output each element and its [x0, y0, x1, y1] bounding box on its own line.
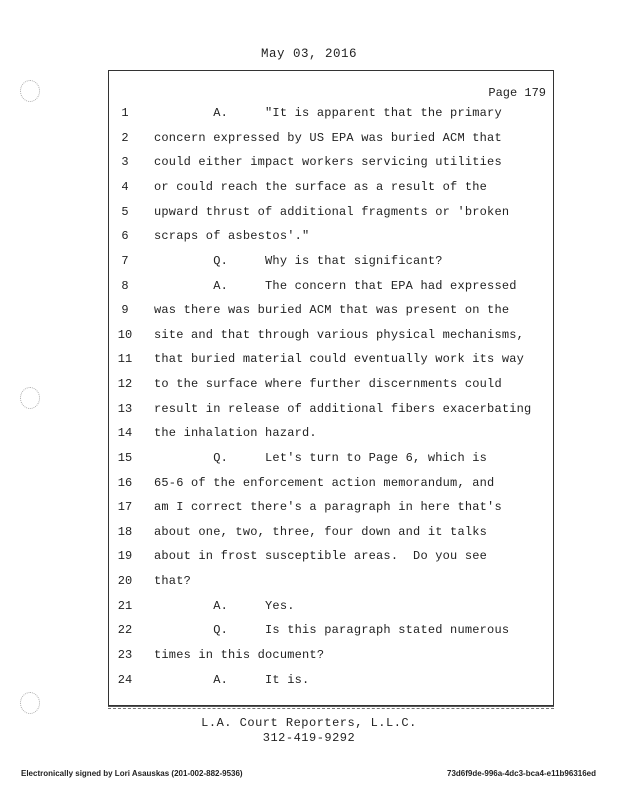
transcript-line: site and that through various physical mechanisms,: [154, 328, 525, 342]
transcript-line: scraps of asbestos'.": [154, 229, 310, 243]
line-number: 4: [121, 180, 129, 194]
line-number: 24: [117, 673, 133, 687]
transcript-line: result in release of additional fibers exacerbating: [154, 402, 532, 416]
line-number: 15: [117, 451, 133, 465]
transcript-line: could either impact workers servicing utilities: [154, 155, 502, 169]
transcript-line: A. "It is apparent that the primary: [154, 106, 502, 120]
transcript-line: A. It is.: [154, 673, 310, 687]
transcript-line: about in frost susceptible areas. Do you see: [154, 549, 488, 563]
line-number: 16: [117, 476, 133, 490]
transcript-line: upward thrust of additional fragments or 'broken: [154, 205, 510, 219]
line-number: 21: [117, 599, 133, 613]
line-number: 18: [117, 525, 133, 539]
line-number: 17: [117, 500, 133, 514]
line-number: 14: [117, 426, 133, 440]
transcript-line: times in this document?: [154, 648, 325, 662]
line-number: 5: [121, 205, 129, 219]
transcript-line: A. Yes.: [154, 599, 295, 613]
transcript-line: Q. Is this paragraph stated numerous: [154, 623, 510, 637]
line-number: 12: [117, 377, 133, 391]
transcript-line: concern expressed by US EPA was buried ACM that: [154, 131, 502, 145]
page-bottom-rule: [108, 706, 554, 709]
line-number: 1: [121, 106, 129, 120]
punch-hole-top: [20, 80, 40, 102]
deposition-date: May 03, 2016: [260, 47, 357, 61]
transcript-line: to the surface where further discernments could: [154, 377, 502, 391]
line-number: 3: [121, 155, 129, 169]
transcript-line: 65-6 of the enforcement action memorandum, and: [154, 476, 495, 490]
transcript-line: or could reach the surface as a result of the: [154, 180, 488, 194]
line-number: 7: [121, 254, 129, 268]
line-number: 6: [121, 229, 129, 243]
document-id: 73d6f9de-996a-4dc3-bca4-e11b96316ed: [447, 769, 596, 778]
line-number: 11: [117, 352, 133, 366]
transcript-line: am I correct there's a paragraph in here that's: [154, 500, 502, 514]
transcript-line: that buried material could eventually work its way: [154, 352, 525, 366]
line-number: 9: [121, 303, 129, 317]
court-reporter-name: L.A. Court Reporters, L.L.C.: [201, 716, 417, 730]
transcript-line: was there was buried ACM that was present on the: [154, 303, 510, 317]
transcript-line: Q. Why is that significant?: [154, 254, 443, 268]
transcript-line: that?: [154, 574, 192, 588]
transcript-line: Q. Let's turn to Page 6, which is: [154, 451, 488, 465]
transcript-line: the inhalation hazard.: [154, 426, 317, 440]
line-number: 13: [117, 402, 133, 416]
line-number: 23: [117, 648, 133, 662]
punch-hole-bottom: [20, 692, 40, 714]
line-number: 10: [117, 328, 133, 342]
punch-hole-middle: [20, 387, 40, 409]
transcript-line: A. The concern that EPA had expressed: [154, 279, 517, 293]
court-reporter-phone: 312-419-9292: [262, 731, 356, 745]
line-number: 19: [117, 549, 133, 563]
line-number: 8: [121, 279, 129, 293]
line-number: 2: [121, 131, 129, 145]
line-number: 22: [117, 623, 133, 637]
page-number: Page 179: [488, 86, 546, 100]
electronic-signature: Electronically signed by Lori Asauskas (201-002-882-9536): [21, 769, 243, 778]
line-number: 20: [117, 574, 133, 588]
transcript-line: about one, two, three, four down and it talks: [154, 525, 488, 539]
